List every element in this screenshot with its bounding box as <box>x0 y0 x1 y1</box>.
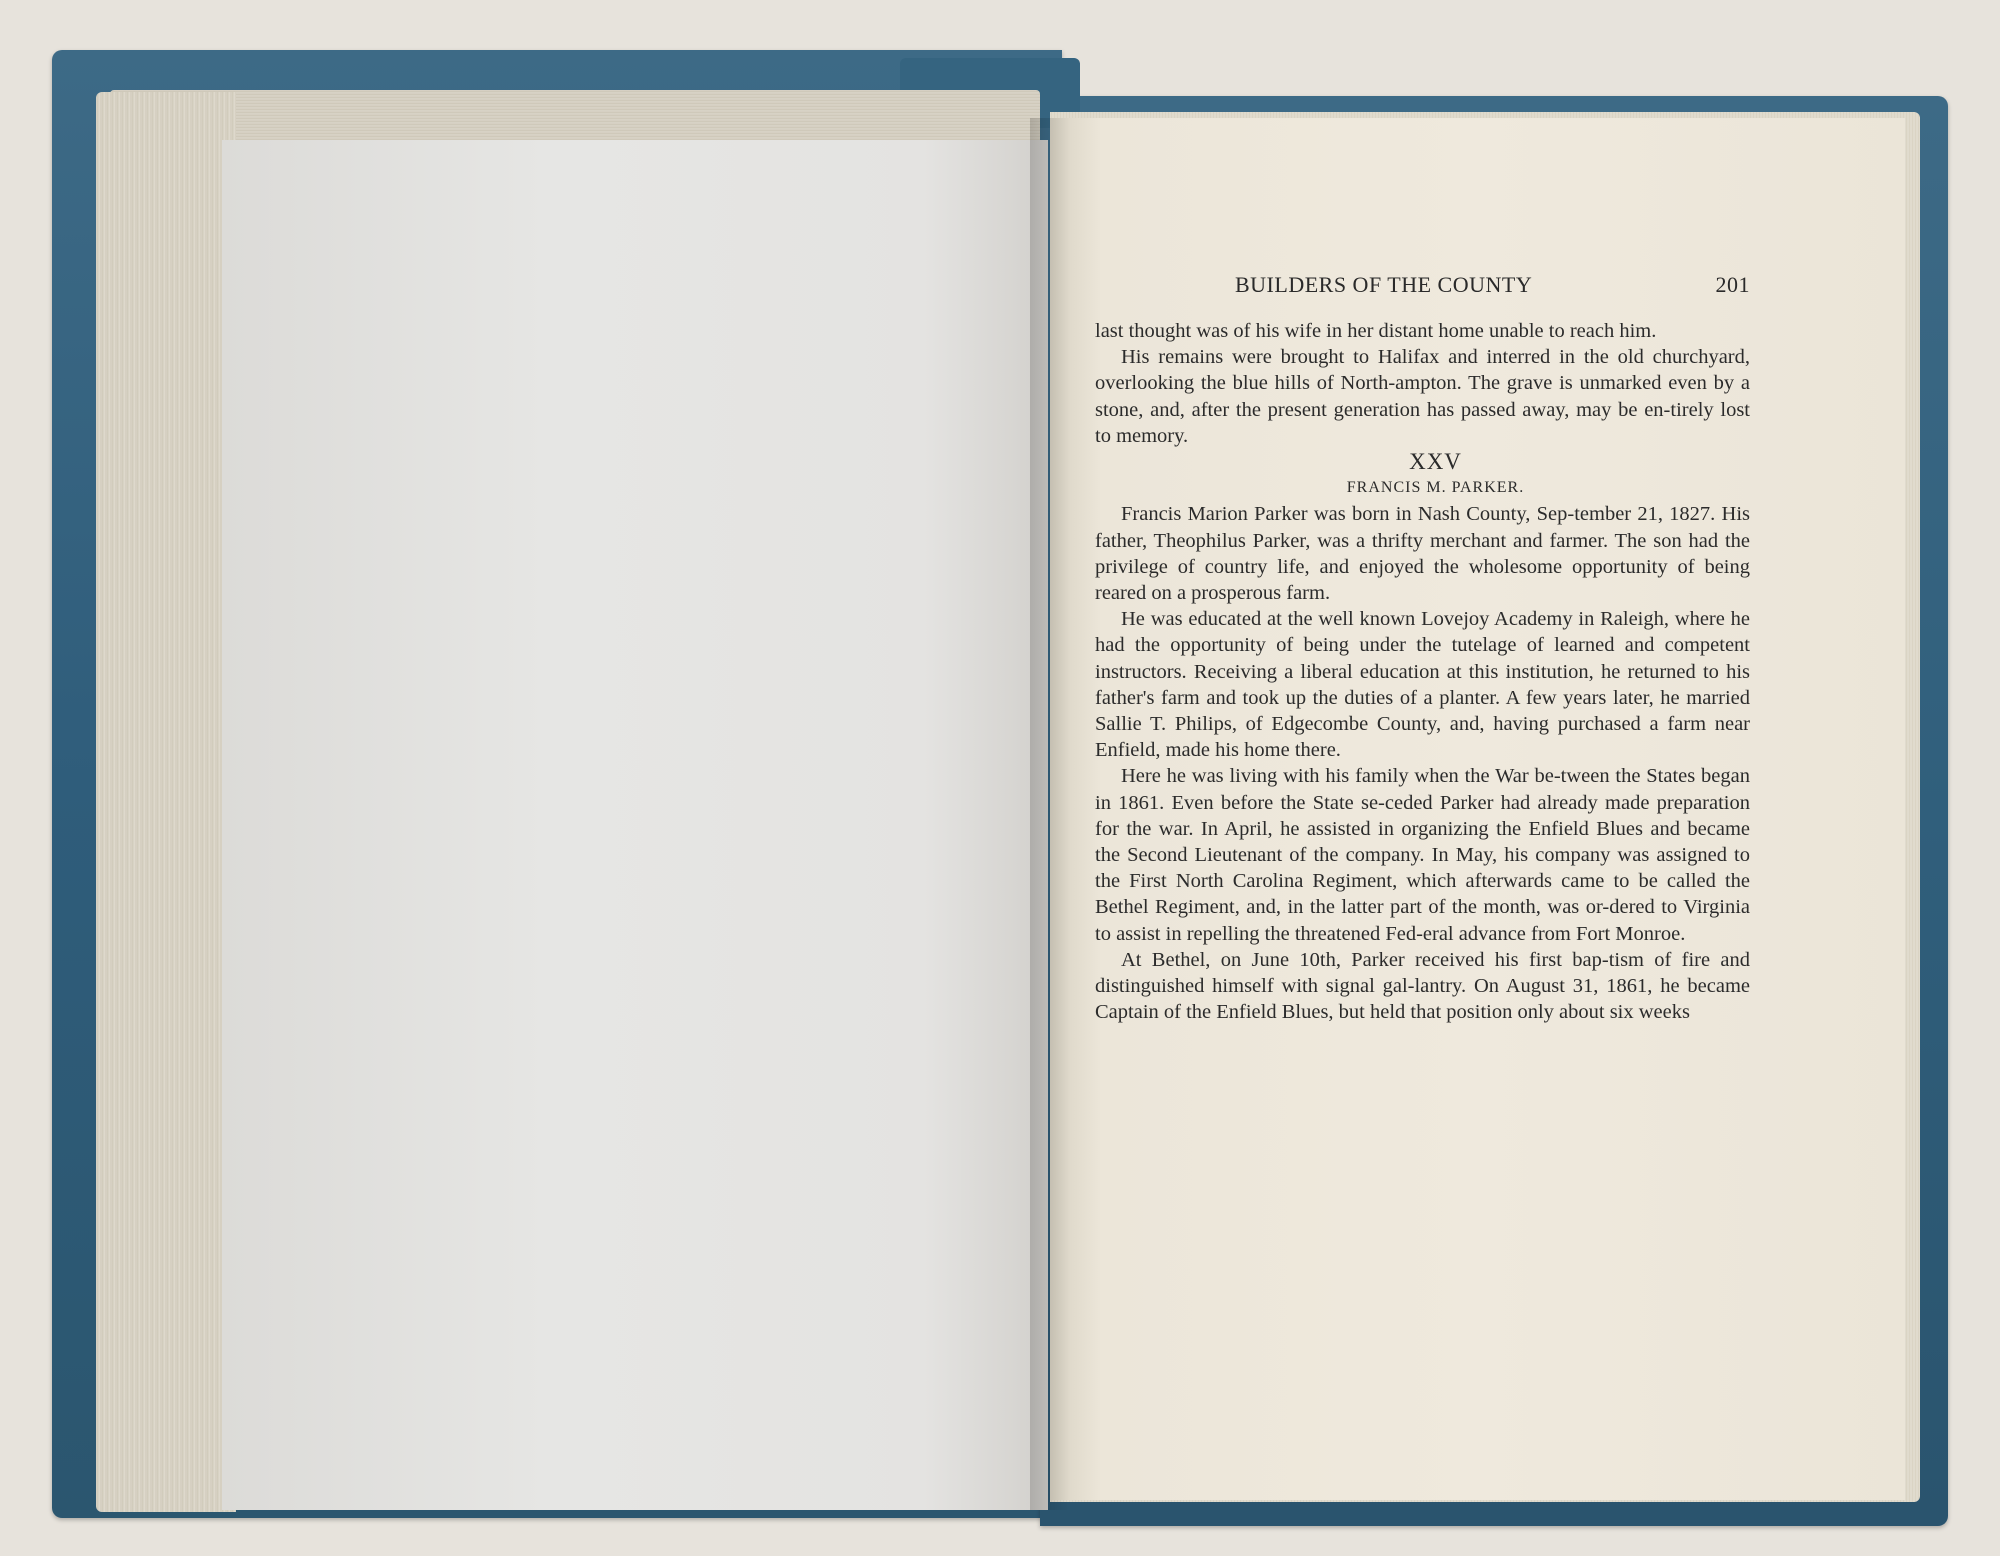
paragraph: His remains were brought to Halifax and interred in the old churchyard, overlooking the blue hills of North-ampton. The grave is unmarked even by a stone, and, after the present generation has passed away, may be en-tirely lost to memory. <box>1095 346 1750 447</box>
paragraph: Here he was living with his family when the War be-tween the States began in 1861. Even before the State se-ceded Parker had already made preparation for the war. In April, he assisted in organizing the Enfield Blues and became the Second Lieutenant of the company. In May, his company was assigned to the First North Carolina Regiment, which afterwards came to be called the Bethel Regiment, and, in the latter part of the month, was or-dered to Virginia to assist in repelling the threatened Fed-eral advance from Fort Monroe. <box>1095 765 1750 945</box>
chapter-numeral: XXV <box>1409 449 1462 475</box>
gutter-shadow <box>1030 118 1070 1510</box>
page-stack-top-edge <box>110 90 1040 140</box>
page-number: 201 <box>1715 272 1750 297</box>
paragraph-continued: last thought was of his wife in her distant home unable to reach him. <box>1095 320 1657 342</box>
chapter-title: FRANCIS M. PARKER. <box>1346 479 1525 497</box>
paragraph: Francis Marion Parker was born in Nash County, Sep-tember 21, 1827. His father, Theophilus Parker, was a thrifty merchant and farmer. The son had the privilege of country life, and enjoyed the wholesome opportunity of being reared on a prosperous farm. <box>1095 503 1750 605</box>
blank-left-page <box>222 140 1048 1510</box>
paragraph: He was educated at the well known Lovejoy Academy in Raleigh, where he had the opportunity of being under the tutelage of learned and competent instructors. Receiving a liberal education at this institution, he returned to his father's farm and took up the duties of a planter. A few years later, he married Sallie T. Philips, of Edgecombe County, and, having purchased a farm near Enfield, made his home there. <box>1095 608 1750 762</box>
paragraph: At Bethel, on June 10th, Parker received his first bap-tism of fire and distinguished himself with signal gal-lantry. On August 31, 1861, he became Captain of the Enfield Blues, but held that position only about six weeks <box>1095 948 1750 1024</box>
running-head-title: BUILDERS OF THE COUNTY <box>1235 272 1533 297</box>
page-text-block <box>1095 318 1750 1025</box>
page-stack-left-edge <box>96 92 236 1512</box>
running-head <box>1095 272 1750 306</box>
